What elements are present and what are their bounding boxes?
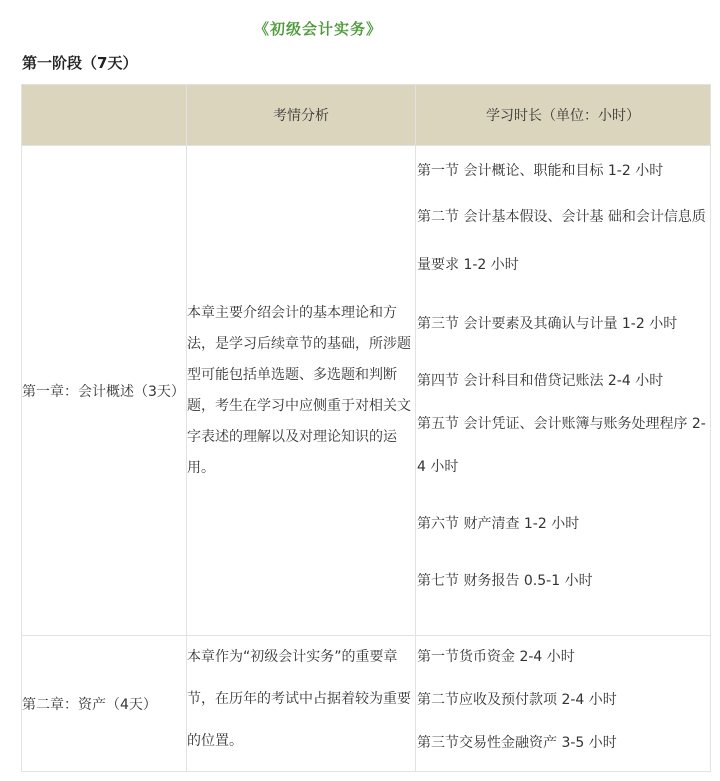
header-duration: 学习时长（单位：小时） [416, 85, 711, 146]
sections-cell [416, 146, 711, 636]
section-item: 第一节货币资金 2-4 小时 [417, 649, 575, 665]
section-item: 第五节 会计凭证、会计账簿与账务处理程序 2-4 小时 [417, 416, 706, 475]
chapter-cell: 第二章：资产（4天） [22, 636, 187, 772]
section-item: 第二节 会计基本假设、会计基 础和会计信息质量要求 1-2 小时 [417, 209, 706, 273]
table-row [22, 636, 711, 772]
table-header-row [22, 85, 711, 146]
document-title: 《初级会计实务》 [253, 20, 382, 38]
section-item: 第一节 会计概论、职能和目标 1-2 小时 [417, 163, 664, 179]
analysis-cell: 本章作为“初级会计实务”的重要章节，在历年的考试中占据着较为重要的位置。 [187, 636, 416, 772]
chapter-cell: 第一章：会计概述（3天） [22, 146, 187, 636]
section-item: 第六节 财产清查 1-2 小时 [417, 516, 580, 532]
stage-heading: 第一阶段（7天） [22, 54, 138, 72]
header-chapter [22, 85, 187, 146]
table-row [22, 146, 711, 636]
sections-cell [416, 636, 711, 772]
study-plan-table [21, 84, 711, 772]
header-analysis: 考情分析 [187, 85, 416, 146]
section-item: 第二节应收及预付款项 2-4 小时 [417, 692, 617, 708]
analysis-cell: 本章主要介绍会计的基本理论和方法，是学习后续章节的基础，所涉题型可能包括单选题、多选题和判断题，考生在学习中应侧重于对相关文字表述的理解以及对理论知识的运用。 [187, 146, 416, 636]
section-item: 第四节 会计科目和借贷记账法 2-4 小时 [417, 373, 664, 389]
section-item: 第三节 会计要素及其确认与计量 1-2 小时 [417, 316, 678, 332]
section-item: 第七节 财务报告 0.5-1 小时 [417, 573, 593, 589]
section-item: 第三节交易性金融资产 3-5 小时 [417, 735, 617, 751]
